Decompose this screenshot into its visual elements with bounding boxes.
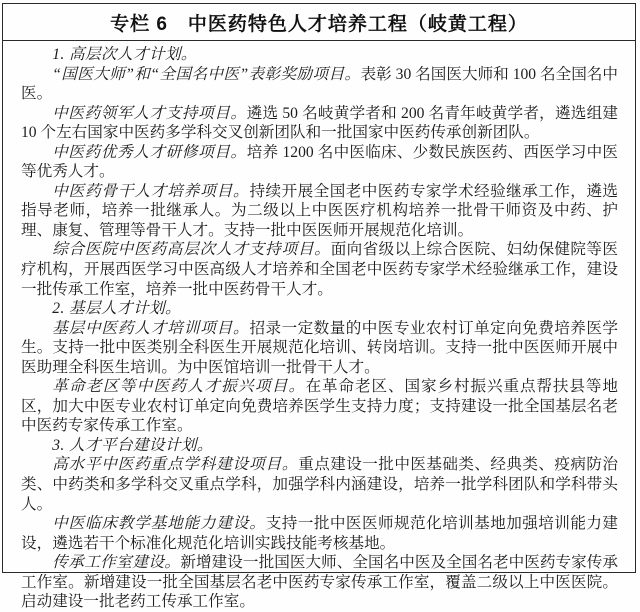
paragraph: 中医药骨干人才培养项目。持续开展全国老中医药专家学术经验继承工作，遴选指导老师，培养一批继承人。为二级以上中医医疗机构培养一批骨干师资及中药、护理、康复、管理等骨干人才。支持一批中医医师开展规范化培训。: [21, 182, 618, 239]
panel-title-row: [3, 4, 635, 41]
paragraph: 革命老区等中医药人才振兴项目。在革命老区、国家乡村振兴重点帮扶县等地区，加大中医专业农村订单定向免费培养医学生支持力度；支持建设一批全国基层名老中医药专家传承工作室。: [21, 378, 618, 435]
paragraph: 综合医院中医药高层次人才支持项目。面向省级以上综合医院、妇幼保健院等医疗机构，开展西医学习中医高级人才培养和全国老中医药专家学术经验继承工作，建设一批传承工作室，培养一批中医药骨干人才。: [21, 241, 618, 298]
paragraph: 基层中医药人才培训项目。招录一定数量的中医专业农村订单定向免费培养医学生。支持一批中医类别全科医生开展规范化培训、转岗培训。支持一批中医医师开展中医助理全科医生培训。为中医馆培训一批骨干人才。: [21, 319, 618, 376]
paragraph: 中医药领军人才支持项目。遴选 50 名岐黄学者和 200 名青年岐黄学者，遴选组建 10 个左右国家中医药多学科交叉创新团队和一批国家中医药传承创新团队。: [21, 104, 618, 142]
panel-title: 专栏 6 中医药特色人才培养工程（岐黄工程）: [110, 13, 528, 35]
paragraph: 中医药优秀人才研修项目。培养 1200 名中医临床、少数民族医药、西医学习中医等优秀人才。: [21, 143, 618, 181]
section-heading: 2. 基层人才计划。: [52, 300, 181, 318]
paragraph: “国医大师”和“全国名中医”表彰奖励项目。表彰 30 名国医大师和 100 名全国名中医。: [21, 65, 618, 103]
column-panel: [2, 3, 636, 611]
section-heading: 1. 高层次人才计划。: [52, 46, 197, 63]
paragraph: 中医临床教学基地能力建设。支持一批中医医师规范化培训基地加强培训能力建设，遴选若干个标准化规范化培训实践技能考核基地。: [21, 515, 618, 552]
paragraph: 高水平中医药重点学科建设项目。重点建设一批中医基础类、经典类、疫病防治类、中药类和多学科交叉重点学科，加强学科内涵建设，培养一批学科团队和学科带头人。: [21, 456, 618, 513]
panel-body: [3, 41, 635, 612]
section-heading: 3. 人才平台建设计划。: [52, 436, 213, 454]
paragraph: 传承工作室建设。新增建设一批国医大师、全国名中医及全国名老中医药专家传承工作室。新增建设一批全国基层名老中医药专家传承工作室，覆盖二级以上中医医院。启动建设一批老药工传承工作室。: [21, 554, 618, 611]
